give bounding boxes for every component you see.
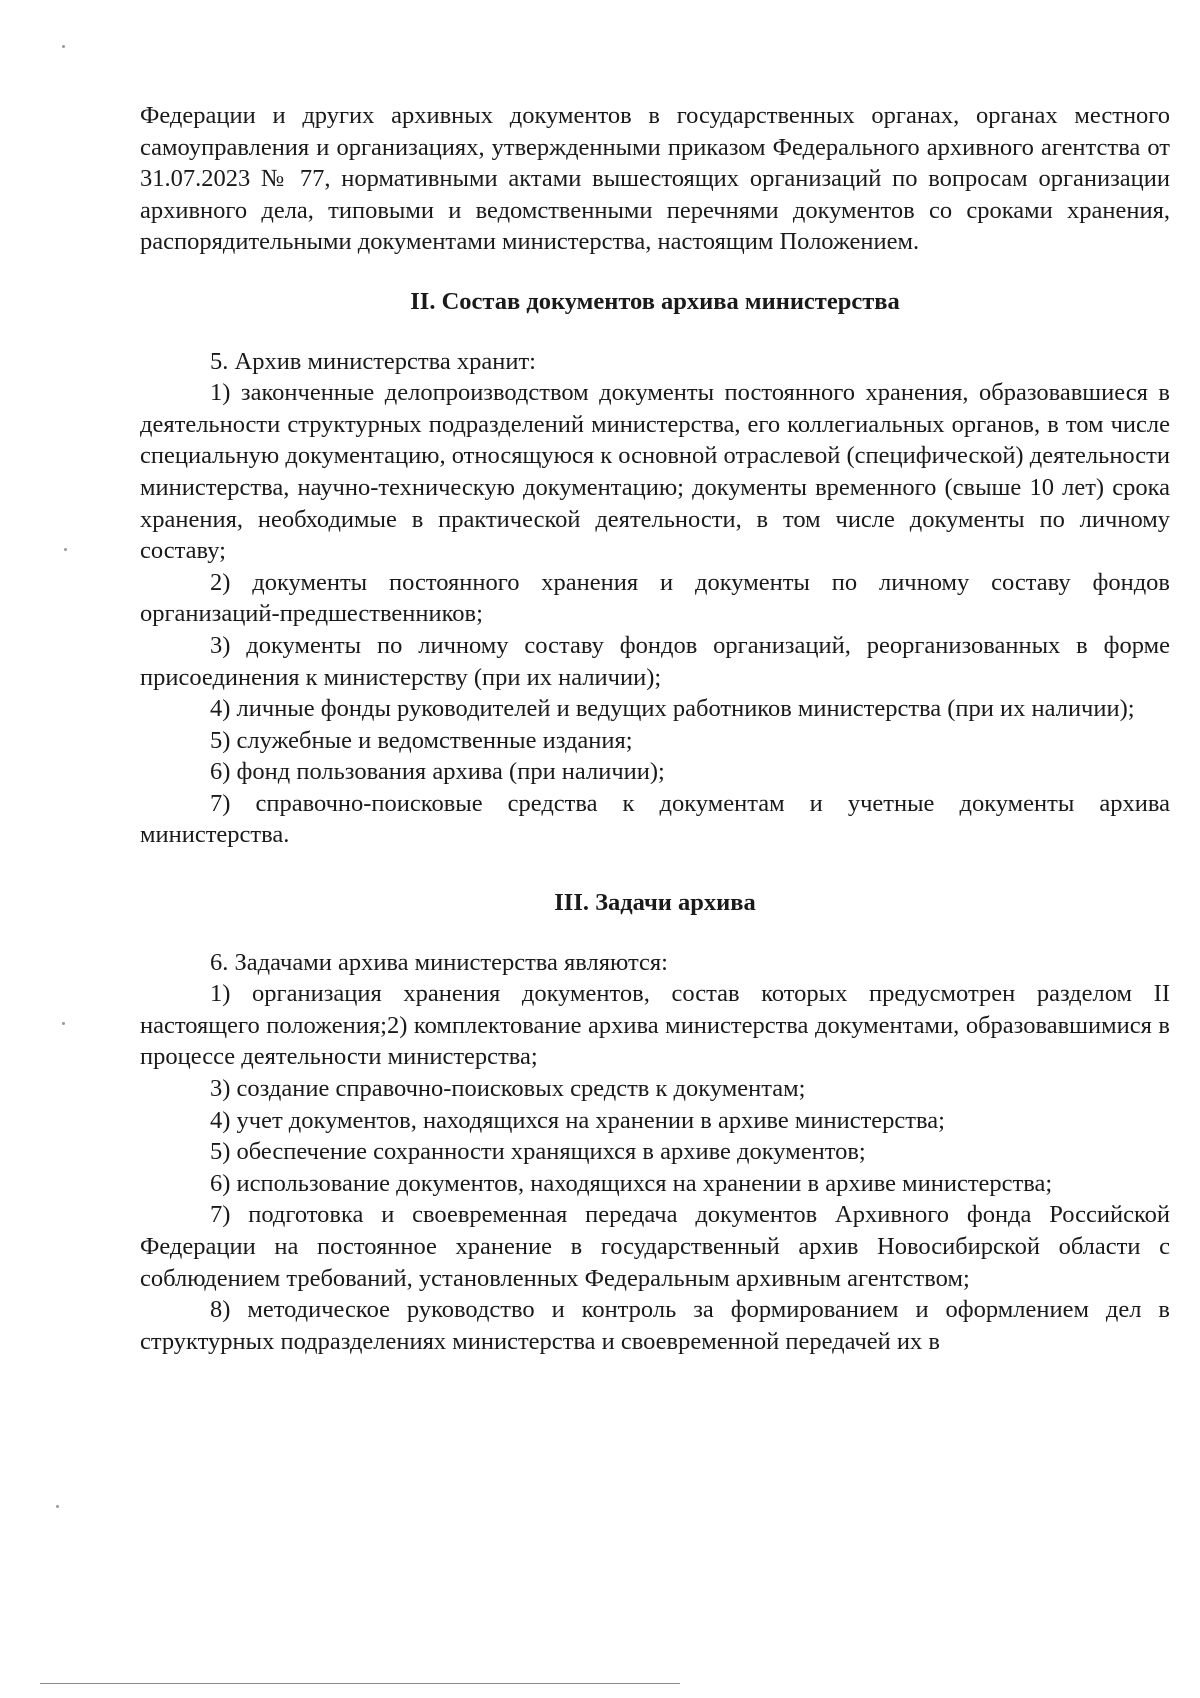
- list-item-6-7: 7) подготовка и своевременная передача документов Архивного фонда Российской Федерации на постоянное хранение в государственный архив Новосибирской области с соблюдением требований, установленных Федеральным архивным агентством;: [140, 1201, 1170, 1292]
- list-item-5-3: 3) документы по личному составу фондов организаций, реорганизованных в форме присоединения к министерству (при их наличии);: [140, 631, 1170, 691]
- list-item-6-6: 6) использование документов, находящихся на хранении в архиве министерства;: [210, 1169, 1053, 1197]
- list-item-6-5: 5) обеспечение сохранности хранящихся в архиве документов;: [210, 1138, 866, 1166]
- list-item-5-7: 7) справочно-поисковые средства к документам и учетные документы архива министерства.: [140, 789, 1170, 849]
- list-item-6-4: 4) учет документов, находящихся на хранении в архиве министерства;: [210, 1106, 945, 1134]
- section-2-heading: II. Состав документов архива министерства: [410, 287, 900, 315]
- paragraph-5: 5. Архив министерства хранит:: [210, 347, 536, 375]
- list-item-6-1: 1) организация хранения документов, состав которых предусмотрен разделом II настоящего положения;2) комплектование архива министерства документами, образовавшимися в процессе деятельности министерства;: [140, 980, 1170, 1071]
- list-item-5-1: 1) законченные делопроизводством документы постоянного хранения, образовавшиеся в деятельности структурных подразделений министерства, его коллегиальных органов, в том числе специальную документацию, относящуюся к основной отраслевой (специфической) деятельности министерства, научно-техническую документацию; документы временного (свыше 10 лет) срока хранения, необходимые в практической деятельности, в том числе документы по личному составу;: [140, 379, 1170, 565]
- list-item-5-4: 4) личные фонды руководителей и ведущих работников министерства (при их наличии);: [210, 695, 1135, 723]
- document-body: [140, 100, 1170, 1357]
- list-item-6-8: 8) методическое руководство и контроль за формированием и оформлением дел в структурных подразделениях министерства и своевременной передачей их в: [140, 1296, 1170, 1355]
- scan-speck: [64, 548, 67, 551]
- paragraph-6: 6. Задачами архива министерства являются:: [210, 948, 668, 976]
- list-item-5-5: 5) служебные и ведомственные издания;: [210, 726, 633, 754]
- scan-speck: [62, 45, 65, 48]
- scan-speck: [62, 1022, 65, 1025]
- page-bottom-rule: [40, 1683, 680, 1684]
- section-3-heading: III. Задачи архива: [554, 889, 756, 917]
- list-item-5-6: 6) фонд пользования архива (при наличии);: [210, 758, 665, 786]
- intro-paragraph: Федерации и других архивных документов в государственных органах, органах местного самоуправления и организациях, утвержденными приказом Федерального архивного агентства от 31.07.2023 № 77, нормативными актами вышестоящих организаций по вопросам организации архивного дела, типовыми и ведомственными перечнями документов со сроками хранения, распорядительными документами министерства, настоящим Положением.: [140, 102, 1170, 256]
- list-item-5-2: 2) документы постоянного хранения и документы по личному составу фондов организаций-предшественников;: [140, 568, 1170, 628]
- list-item-6-3: 3) создание справочно-поисковых средств к документам;: [210, 1075, 806, 1103]
- scan-speck: [56, 1505, 59, 1508]
